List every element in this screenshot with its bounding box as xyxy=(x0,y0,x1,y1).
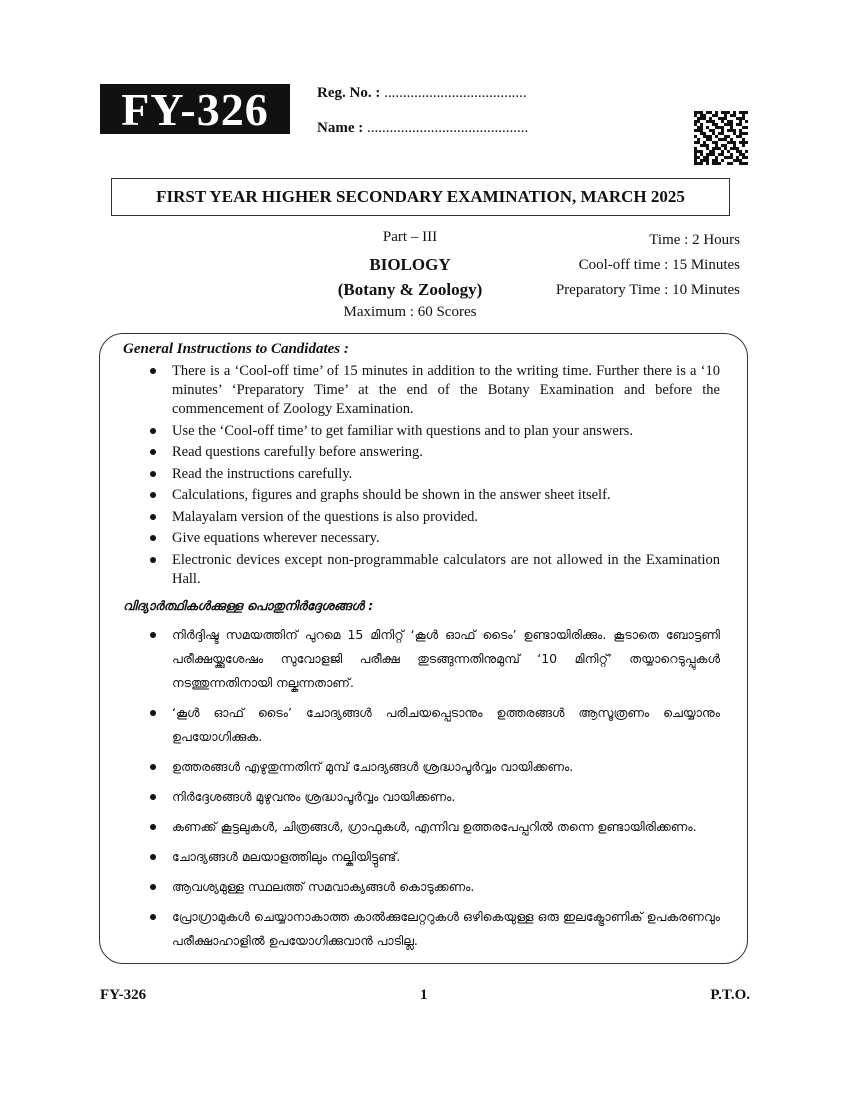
pto-label: P.T.O. xyxy=(710,987,750,1003)
instructions-en-list xyxy=(0,362,720,591)
reg-no-line xyxy=(317,85,527,102)
list-item: Give equations wherever necessary. xyxy=(0,529,720,548)
bullet-icon xyxy=(150,514,156,520)
bullet-icon xyxy=(150,794,156,800)
list-item: ആവശ്യമുള്ള സ്ഥലത്ത് സമവാക്യങ്ങൾ കൊടുക്കണം. xyxy=(0,875,720,899)
bullet-icon xyxy=(150,824,156,830)
bullet-icon xyxy=(150,428,156,434)
part-label: Part – III xyxy=(382,229,438,245)
list-item: Calculations, figures and graphs should be shown in the answer sheet itself. xyxy=(0,486,720,505)
prep-time-text: Preparatory Time : 10 Minutes xyxy=(555,282,740,298)
subject-block xyxy=(310,228,510,322)
paper-code-box xyxy=(100,84,290,134)
bullet-icon xyxy=(150,368,156,374)
list-item: നിർദ്ദേശങ്ങൾ മുഴുവനും ശ്രദ്ധാപൂർവ്വം വായിക്കണം. xyxy=(0,785,720,809)
list-item: കണക്ക് കൂട്ടലുകൾ, ചിത്രങ്ങൾ, ഗ്രാഫുകൾ, എന്നിവ ഉത്തരപേപ്പറിൽ തന്നെ ഉണ്ടായിരിക്കണം. xyxy=(0,815,720,839)
bullet-icon xyxy=(150,449,156,455)
reg-no-label: Reg. No. : xyxy=(317,85,381,101)
name-label: Name : xyxy=(317,120,364,136)
bullet-icon xyxy=(150,535,156,541)
instructions-en-heading: General Instructions to Candidates : xyxy=(123,341,349,357)
list-item: ഉത്തരങ്ങൾ എഴുതുന്നതിന് മുമ്പ് ചോദ്യങ്ങൾ ശ്രദ്ധാപൂർവ്വം വായിക്കണം. xyxy=(0,755,720,779)
bullet-icon xyxy=(150,557,156,563)
bullet-icon xyxy=(150,632,156,638)
list-item: Read the instructions carefully. xyxy=(0,465,720,484)
instructions-ml-list xyxy=(0,623,720,959)
list-item: Malayalam version of the questions is also provided. xyxy=(0,508,720,527)
list-item: ചോദ്യങ്ങൾ മലയാളത്തിലും നല്കിയിട്ടുണ്ട്. xyxy=(0,845,720,869)
bullet-icon xyxy=(150,854,156,860)
cool-off-text: Cool-off time : 15 Minutes xyxy=(578,257,740,273)
list-item: There is a ‘Cool-off time’ of 15 minutes in addition to the writing time. Further there is a ‘10 minutes’ ‘Preparatory Time’ at the end of the Botany Examination and before the commencement of Zoology Examination. xyxy=(0,362,720,419)
exam-title-box xyxy=(111,178,730,216)
time-text: Time : 2 Hours xyxy=(649,232,740,248)
bullet-icon xyxy=(150,914,156,920)
timing-block xyxy=(556,228,740,303)
list-item: Read questions carefully before answering. xyxy=(0,443,720,462)
bullet-icon xyxy=(150,764,156,770)
footer-code: FY-326 xyxy=(100,987,147,1003)
list-item: ‘കൂൾ ഓഫ് ടൈം’ ചോദ്യങ്ങൾ പരിചയപ്പെടാനും ഉത്തരങ്ങൾ ആസൂത്രണം ചെയ്യാനും ഉപയോഗിക്കുക. xyxy=(0,701,720,749)
paper-code: FY-326 xyxy=(121,83,269,135)
list-item: നിർദ്ദിഷ്ട സമയത്തിന് പുറമെ 15 മിനിറ്റ് ‘കൂൾ ഓഫ് ടൈം’ ഉണ്ടായിരിക്കും. കൂടാതെ ബോട്ടണി പരീക്ഷയ്ക്കുശേഷം സുവോളജി പരീക്ഷ തുടങ്ങുന്നതിനുമുമ്പ് ‘10 മിനിറ്റ്’ തയ്യാറെടുപ്പുകൾ നടത്തുന്നതിനായി നല്കുന്നതാണ്. xyxy=(0,623,720,695)
reg-no-dots: ...................................... xyxy=(384,85,527,101)
name-dots: ........................................... xyxy=(366,120,529,136)
subject-sub: (Botany & Zoology) xyxy=(337,280,483,299)
name-line xyxy=(317,120,528,137)
list-item: Electronic devices except non-programmable calculators are not allowed in the Examination Hall. xyxy=(0,551,720,589)
qr-code-icon xyxy=(694,111,748,165)
instructions-ml-heading: വിദ്യാർത്ഥികൾക്കുള്ള പൊതുനിർദ്ദേശങ്ങൾ : xyxy=(123,598,374,613)
page-number: 1 xyxy=(420,987,428,1003)
list-item: പ്രോഗ്രാമുകൾ ചെയ്യാനാകാത്ത കാൽക്കുലേറ്ററുകൾ ഒഴികെയുള്ള ഒരു ഇലക്ട്രോണിക് ഉപകരണവും പരീക്ഷാഹാളിൽ ഉപയോഗിക്കുവാൻ പാടില്ല. xyxy=(0,905,720,953)
bullet-icon xyxy=(150,471,156,477)
bullet-icon xyxy=(150,884,156,890)
exam-title: FIRST YEAR HIGHER SECONDARY EXAMINATION, MARCH 2025 xyxy=(156,187,685,206)
bullet-icon xyxy=(150,492,156,498)
subject-name: BIOLOGY xyxy=(369,255,451,274)
bullet-icon xyxy=(150,710,156,716)
max-score: Maximum : 60 Scores xyxy=(343,304,477,320)
list-item: Use the ‘Cool-off time’ to get familiar with questions and to plan your answers. xyxy=(0,422,720,441)
